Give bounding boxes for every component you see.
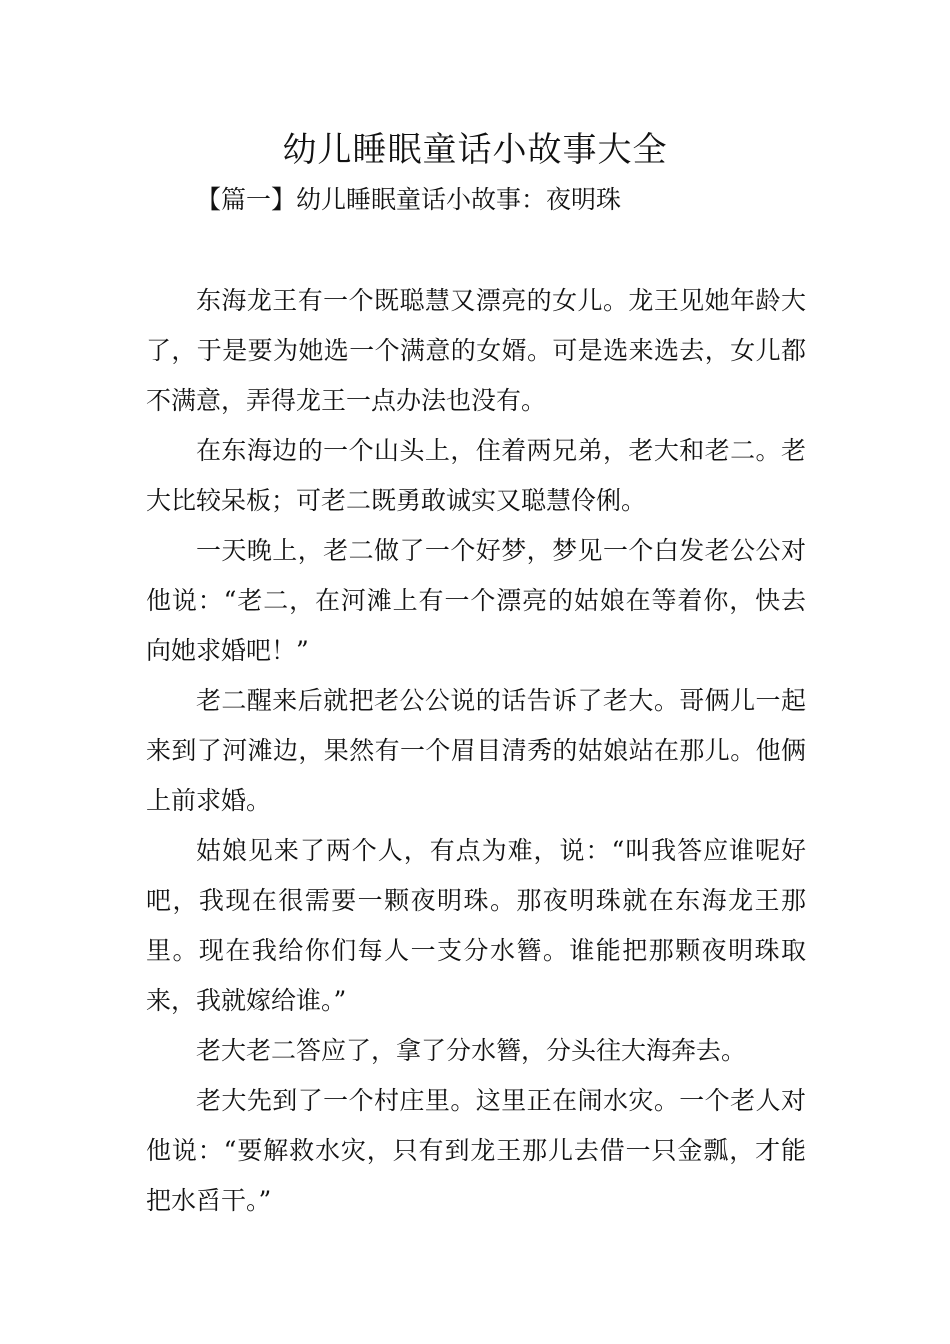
document-title: 幼儿睡眠童话小故事大全 xyxy=(282,130,668,170)
paragraph-2: 在东海边的一个山头上，住着两兄弟，老大和老二。老大比较呆板；可老二既勇敢诚实又聪慧伶俐。 xyxy=(146,436,806,515)
paragraph-6: 老大老二答应了，拿了分水簪，分头往大海奔去。 xyxy=(196,1036,747,1065)
paragraph-3: 一天晚上，老二做了一个好梦，梦见一个白发老公公对他说：“老二，在河滩上有一个漂亮的姑娘在等着你，快去向她求婚吧！” xyxy=(146,536,806,665)
paragraph-7: 老大先到了一个村庄里。这里正在闹水灾。一个老人对他说：“要解救水灾，只有到龙王那儿去借一只金瓢，才能把水舀干。” xyxy=(146,1086,806,1215)
paragraph-1: 东海龙王有一个既聪慧又漂亮的女儿。龙王见她年龄大了，于是要为她选一个满意的女婿。可是选来选去，女儿都不满意，弄得龙王一点办法也没有。 xyxy=(146,286,806,415)
story-body xyxy=(146,276,806,1226)
paragraph-4: 老二醒来后就把老公公说的话告诉了老大。哥俩儿一起来到了河滩边，果然有一个眉目清秀的姑娘站在那儿。他俩上前求婚。 xyxy=(146,686,806,815)
paragraph-5: 姑娘见来了两个人，有点为难，说：“叫我答应谁呢好吧，我现在很需要一颗夜明珠。那夜明珠就在东海龙王那里。现在我给你们每人一支分水簪。谁能把那颗夜明珠取来，我就嫁给谁。” xyxy=(146,836,806,1015)
section-heading: 【篇一】幼儿睡眠童话小故事：夜明珠 xyxy=(196,185,622,214)
